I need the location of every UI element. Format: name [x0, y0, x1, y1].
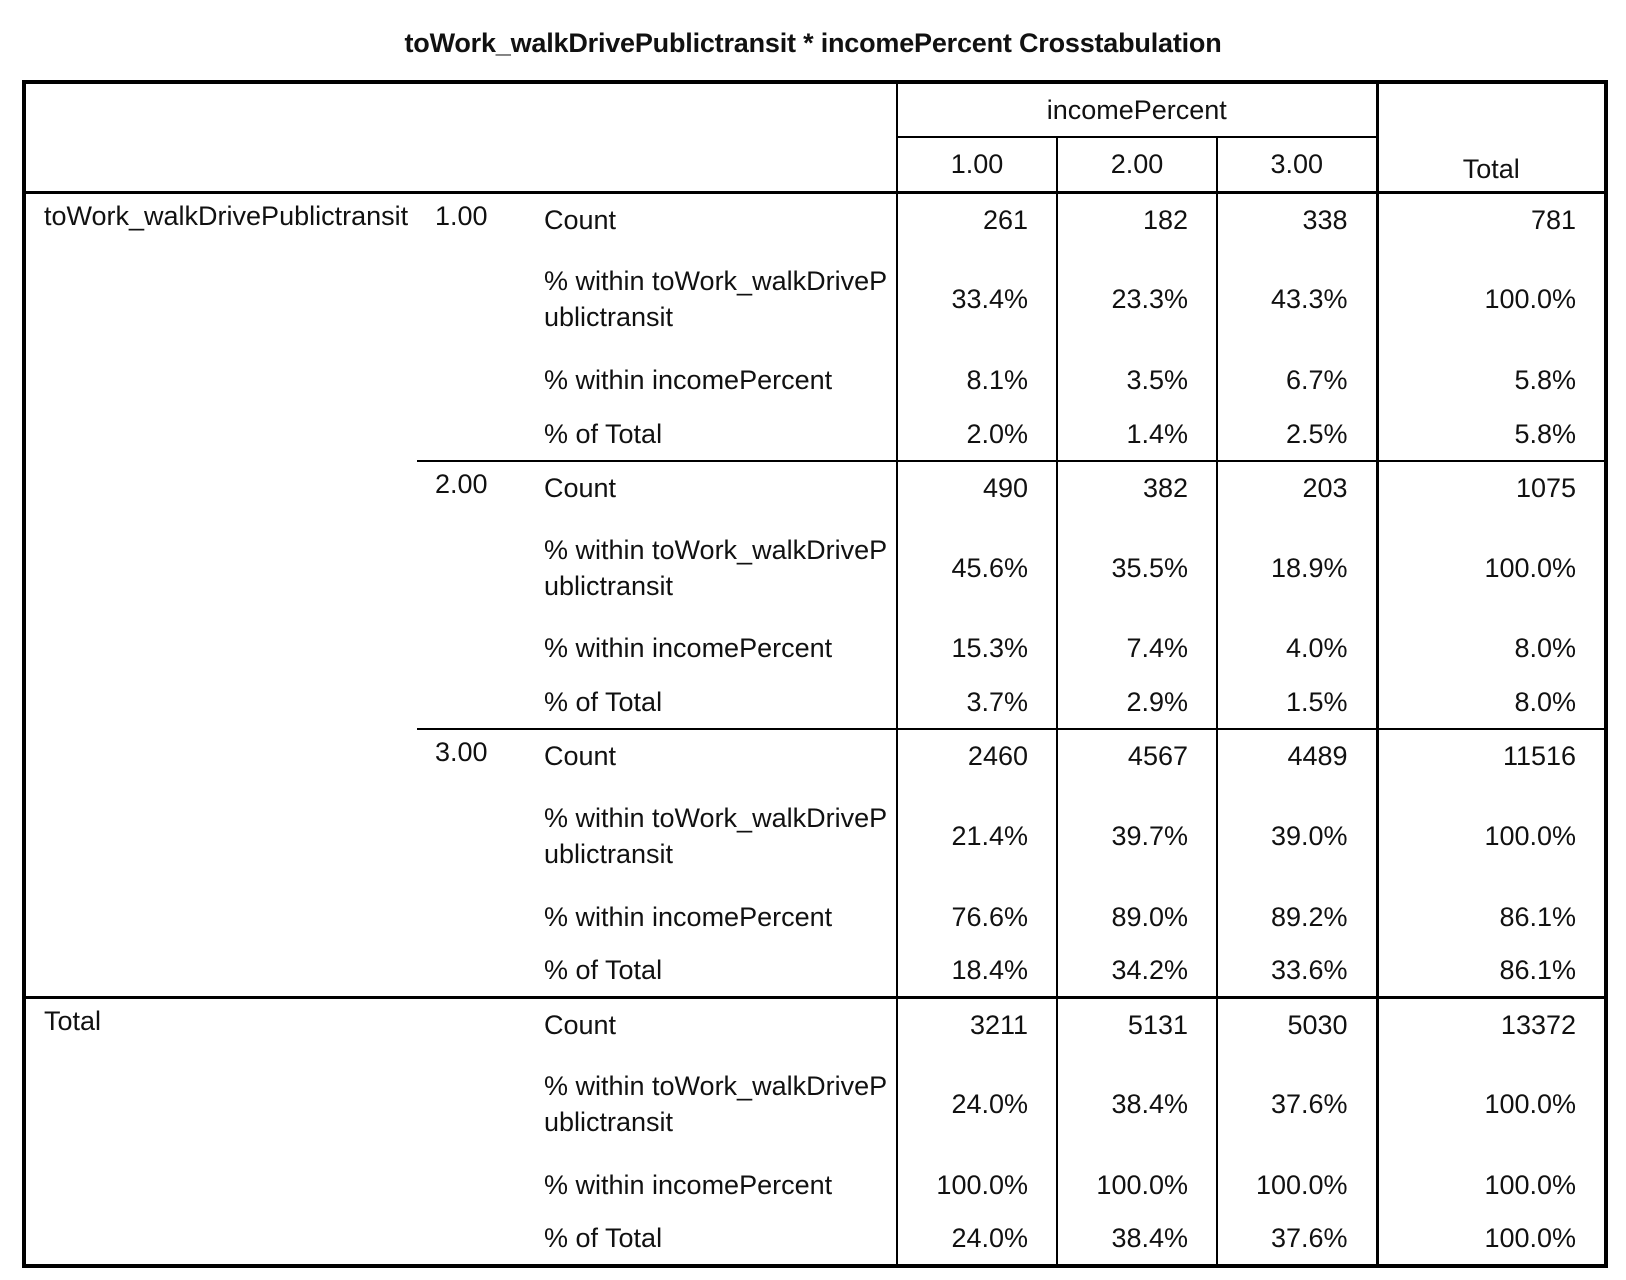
row-total-cell: 8.0%	[1514, 633, 1577, 664]
value-cell: 1.5%	[1217, 676, 1377, 729]
stat-label-within-row: % within toWork_walkDrivePublictransit	[532, 1051, 897, 1158]
column-header-2: 2.00	[1057, 137, 1217, 193]
value-cell: 15.3%	[897, 621, 1057, 676]
value-cell: 4567	[1057, 729, 1217, 782]
crosstab-table	[22, 80, 1608, 1268]
stat-label-within-row: % within toWork_walkDrivePublictransit	[532, 783, 897, 890]
row-total-cell: 781	[1530, 204, 1577, 235]
value-cell: 6.7%	[1217, 353, 1377, 408]
value-cell: 261	[897, 192, 1057, 245]
stat-label-count: Count	[532, 192, 897, 245]
row-total-cell: 100.0%	[1484, 552, 1577, 583]
value-cell: 37.6%	[1217, 1212, 1377, 1266]
value-cell: 21.4%	[897, 783, 1057, 890]
value-cell: 43.3%	[1217, 246, 1377, 353]
total-category-empty	[417, 998, 532, 1267]
value-cell: 2.9%	[1057, 676, 1217, 729]
column-header-3: 3.00	[1217, 137, 1377, 193]
value-cell: 1.4%	[1057, 407, 1217, 460]
total-column-header: Total	[1377, 82, 1606, 192]
value-cell: 203	[1217, 461, 1377, 514]
table-row	[24, 192, 1606, 245]
table-title: toWork_walkDrivePublictransit * incomePercent Crosstabulation	[404, 28, 1222, 58]
row-total-cell: 8.0%	[1514, 686, 1577, 717]
value-cell: 33.6%	[1217, 944, 1377, 997]
value-cell: 38.4%	[1057, 1212, 1217, 1266]
row-total-cell: 86.1%	[1499, 901, 1577, 932]
header-row-variable	[24, 82, 1606, 137]
value-cell: 89.2%	[1217, 889, 1377, 944]
row-variable-label: toWork_walkDrivePublictransit	[44, 200, 409, 231]
value-cell: 23.3%	[1057, 246, 1217, 353]
value-cell: 4.0%	[1217, 621, 1377, 676]
value-cell: 182	[1057, 192, 1217, 245]
value-cell: 100.0%	[1217, 1158, 1377, 1213]
stat-label-count: Count	[532, 998, 897, 1051]
value-cell: 24.0%	[897, 1051, 1057, 1158]
row-total-cell: 5.8%	[1514, 418, 1577, 449]
header-corner	[24, 82, 897, 192]
row-total-cell: 100.0%	[1484, 1170, 1577, 1201]
stat-label-within-col: % within incomePercent	[532, 1158, 897, 1213]
value-cell: 7.4%	[1057, 621, 1217, 676]
value-cell: 38.4%	[1057, 1051, 1217, 1158]
stat-label-within-col: % within incomePercent	[532, 889, 897, 944]
value-cell: 2.5%	[1217, 407, 1377, 460]
value-cell: 24.0%	[897, 1212, 1057, 1266]
value-cell: 5131	[1057, 998, 1217, 1051]
value-cell: 39.7%	[1057, 783, 1217, 890]
row-total-cell: 5.8%	[1514, 365, 1577, 395]
value-cell: 18.4%	[897, 944, 1057, 997]
value-cell: 490	[897, 461, 1057, 514]
value-cell: 3211	[897, 998, 1057, 1051]
value-cell: 8.1%	[897, 353, 1057, 408]
row-total-cell: 100.0%	[1484, 1223, 1577, 1254]
value-cell: 100.0%	[1057, 1158, 1217, 1213]
row-total-cell: 86.1%	[1499, 955, 1577, 986]
table-row	[24, 998, 1606, 1051]
value-cell: 76.6%	[897, 889, 1057, 944]
value-cell: 338	[1217, 192, 1377, 245]
stat-label-within-col: % within incomePercent	[532, 353, 897, 408]
value-cell: 18.9%	[1217, 514, 1377, 621]
stat-label-of-total: % of Total	[532, 407, 897, 460]
value-cell: 100.0%	[897, 1158, 1057, 1213]
row-total-cell: 100.0%	[1484, 284, 1577, 315]
value-cell: 37.6%	[1217, 1051, 1377, 1158]
stat-label-of-total: % of Total	[532, 676, 897, 729]
value-cell: 89.0%	[1057, 889, 1217, 944]
value-cell: 2.0%	[897, 407, 1057, 460]
value-cell: 39.0%	[1217, 783, 1377, 890]
row-category-label: 2.00	[417, 461, 532, 729]
column-header-1: 1.00	[897, 137, 1057, 193]
stat-label-of-total: % of Total	[532, 944, 897, 997]
stat-label-count: Count	[532, 729, 897, 782]
row-total-cell: 1075	[1377, 461, 1606, 514]
table-body	[24, 192, 1606, 1266]
row-total-cell: 11516	[1377, 729, 1606, 782]
value-cell: 3.5%	[1057, 353, 1217, 408]
total-row-label: Total	[24, 998, 417, 1267]
row-total-cell: 100.0%	[1484, 821, 1577, 851]
row-total-cell: 100.0%	[1484, 1089, 1577, 1120]
row-total-cell: 13372	[1377, 998, 1606, 1051]
value-cell: 5030	[1217, 998, 1377, 1051]
stat-label-count: Count	[532, 461, 897, 514]
value-cell: 33.4%	[897, 246, 1057, 353]
row-category-label: 1.00	[435, 200, 488, 231]
column-variable-header: incomePercent	[897, 82, 1377, 137]
stat-label-of-total: % of Total	[532, 1212, 897, 1266]
stat-label-within-row: % within toWork_walkDrivePublictransit	[532, 246, 897, 353]
stat-label-within-row: % within toWork_walkDrivePublictransit	[532, 514, 897, 621]
value-cell: 34.2%	[1057, 944, 1217, 997]
stat-label-within-col: % within incomePercent	[532, 621, 897, 676]
value-cell: 2460	[897, 729, 1057, 782]
value-cell: 4489	[1217, 729, 1377, 782]
row-category-label: 3.00	[417, 729, 532, 997]
value-cell: 3.7%	[897, 676, 1057, 729]
value-cell: 45.6%	[897, 514, 1057, 621]
value-cell: 35.5%	[1057, 514, 1217, 621]
value-cell: 382	[1057, 461, 1217, 514]
